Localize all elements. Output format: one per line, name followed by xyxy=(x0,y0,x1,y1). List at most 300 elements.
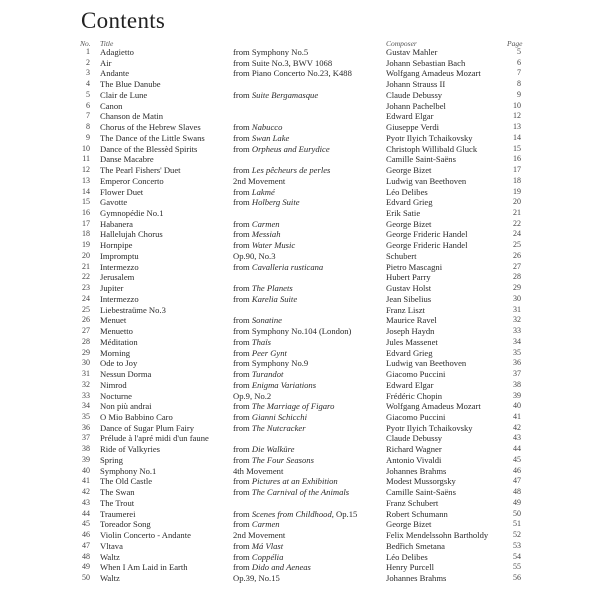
entry-title: Nessun Dorma xyxy=(100,369,152,380)
entry-page-number: 33 xyxy=(513,326,521,336)
entry-number: 27 xyxy=(82,326,90,336)
entry-source-prefix: from xyxy=(233,261,252,272)
entry-composer: Gustav Holst xyxy=(386,283,432,294)
list-item xyxy=(0,530,600,541)
entry-page-number: 9 xyxy=(517,89,521,99)
list-item xyxy=(0,541,600,552)
entry-title: Symphony No.1 xyxy=(100,465,157,476)
entry-composer: Edvard Grieg xyxy=(386,347,433,358)
entry-title: Andante xyxy=(100,68,130,79)
entry-composer: Maurice Ravel xyxy=(386,315,437,326)
entry-number: 23 xyxy=(82,283,90,293)
list-item xyxy=(0,358,600,369)
entry-source-prefix: 2nd Movement xyxy=(233,175,286,186)
entry-source xyxy=(233,294,297,305)
entry-source xyxy=(233,552,283,563)
entry-composer: Frédéric Chopin xyxy=(386,390,443,401)
entry-composer: Antonio Vivaldi xyxy=(386,454,442,465)
entry-composer: Edward Elgar xyxy=(386,111,434,122)
list-item xyxy=(0,348,600,359)
entry-title: The Blue Danube xyxy=(100,79,161,90)
entry-number: 39 xyxy=(82,454,90,464)
list-item xyxy=(0,380,600,391)
entry-composer: Léo Delibes xyxy=(386,551,428,562)
entry-title: O Mio Babbino Caro xyxy=(100,411,173,422)
entry-source-prefix: from Suite No.3, BWV 1068 xyxy=(233,57,333,68)
entry-page-number: 43 xyxy=(513,433,521,443)
entry-source xyxy=(233,358,308,369)
list-item xyxy=(0,101,600,112)
entry-source xyxy=(233,541,283,552)
entry-source-prefix: from xyxy=(233,347,252,358)
entry-source-prefix: from xyxy=(233,197,252,208)
entry-page-number: 53 xyxy=(513,540,521,550)
list-item xyxy=(0,165,600,176)
entry-title: The Dance of the Little Swans xyxy=(100,132,205,143)
entry-composer: Camille Saint-Saëns xyxy=(386,487,456,498)
entry-page-number: 12 xyxy=(513,111,521,121)
entry-source-work: The Four Seasons xyxy=(251,454,314,465)
entry-number: 1 xyxy=(86,47,90,56)
entry-source-work: Carmen xyxy=(251,519,280,530)
entry-page-number: 48 xyxy=(513,487,521,497)
entry-composer: Giacomo Puccini xyxy=(386,411,446,422)
entry-source-prefix: from xyxy=(233,401,252,412)
entry-composer: Wolfgang Amadeus Mozart xyxy=(386,68,481,79)
entry-source-work: Thaïs xyxy=(251,336,271,347)
entry-source-prefix: from xyxy=(233,240,252,251)
entry-number: 26 xyxy=(82,315,90,325)
entry-source xyxy=(233,455,314,466)
entry-source-work: Turandot xyxy=(251,369,284,380)
page-title: Contents xyxy=(81,8,166,33)
entry-page-number: 54 xyxy=(513,551,521,561)
entry-source xyxy=(233,562,311,573)
entry-page-number: 13 xyxy=(513,122,521,132)
list-item xyxy=(0,498,600,509)
list-item xyxy=(0,466,600,477)
entry-number: 10 xyxy=(82,143,90,153)
entry-source-prefix: from xyxy=(233,229,252,240)
entry-page-number: 7 xyxy=(517,68,521,78)
entry-source-prefix: from xyxy=(233,519,252,530)
entry-source-work: Gianni Schicchi xyxy=(251,411,307,422)
entry-source-work: The Marriage of Figaro xyxy=(251,401,335,412)
entry-page-number: 40 xyxy=(513,401,521,411)
entry-source-work: The Planets xyxy=(251,283,293,294)
entry-source xyxy=(233,337,271,348)
list-item xyxy=(0,197,600,208)
entry-source-prefix: from xyxy=(233,444,252,455)
list-item xyxy=(0,58,600,69)
entry-source-prefix: 4th Movement xyxy=(233,465,284,476)
column-header-composer: Composer xyxy=(386,39,417,48)
entry-page-number: 22 xyxy=(513,218,521,228)
entry-source xyxy=(233,283,293,294)
entry-number: 37 xyxy=(82,433,90,443)
entry-source-prefix: 2nd Movement xyxy=(233,530,286,541)
entry-page-number: 49 xyxy=(513,497,521,507)
entry-number: 40 xyxy=(82,465,90,475)
entry-page-number: 34 xyxy=(513,336,521,346)
entry-composer: Pyotr Ilyich Tchaikovsky xyxy=(386,422,473,433)
entry-source-work: Peer Gynt xyxy=(251,347,287,358)
entry-source-work: Messiah xyxy=(251,229,281,240)
entry-title: Impromptu xyxy=(100,250,139,261)
list-item xyxy=(0,122,600,133)
entry-composer: Edvard Grieg xyxy=(386,197,433,208)
entry-number: 35 xyxy=(82,411,90,421)
entry-source xyxy=(233,133,289,144)
entry-composer: Giacomo Puccini xyxy=(386,369,446,380)
entry-source-prefix: from Piano Concerto No.23, K488 xyxy=(233,68,352,79)
entry-page-number: 24 xyxy=(513,229,521,239)
entry-source-work: Cavalleria rusticana xyxy=(251,261,324,272)
entry-number: 3 xyxy=(86,68,90,78)
entry-source-prefix: from xyxy=(233,165,252,176)
entry-number: 18 xyxy=(82,229,90,239)
entry-number: 49 xyxy=(82,562,90,572)
list-item xyxy=(0,519,600,530)
entry-composer: George Bizet xyxy=(386,165,432,176)
entry-composer: Jean Sibelius xyxy=(386,293,432,304)
entry-number: 4 xyxy=(86,79,90,89)
list-item xyxy=(0,509,600,520)
entry-number: 38 xyxy=(82,444,90,454)
column-header-no: No. xyxy=(80,39,91,48)
entry-source xyxy=(233,165,330,176)
entry-title: Gavotte xyxy=(100,197,128,208)
entry-source xyxy=(233,530,285,541)
entry-title: The Swan xyxy=(100,487,135,498)
entry-title: Danse Macabre xyxy=(100,154,154,165)
list-item xyxy=(0,133,600,144)
entry-composer: Pyotr Ilyich Tchaikovsky xyxy=(386,132,473,143)
entry-page-number: 5 xyxy=(517,47,521,56)
entry-source-prefix: from xyxy=(233,540,252,551)
entry-title: Menuet xyxy=(100,315,127,326)
entry-source xyxy=(233,326,351,337)
entry-title: Méditation xyxy=(100,336,138,347)
entry-source-prefix: from xyxy=(233,89,252,100)
entry-number: 34 xyxy=(82,401,90,411)
entry-number: 20 xyxy=(82,250,90,260)
list-item xyxy=(0,111,600,122)
entry-title: Chorus of the Hebrew Slaves xyxy=(100,122,201,133)
entry-source xyxy=(233,240,295,251)
entry-source xyxy=(233,519,280,530)
entry-source-prefix: Op.39, No.15 xyxy=(233,572,280,583)
entry-page-number: 36 xyxy=(513,358,521,368)
entry-composer: Gustav Mahler xyxy=(386,47,438,57)
entry-source xyxy=(233,315,282,326)
entry-source xyxy=(233,412,307,423)
entry-title: Spring xyxy=(100,454,123,465)
entry-composer: Johann Pachelbel xyxy=(386,100,446,111)
entry-composer: George Frideric Handel xyxy=(386,229,468,240)
entry-source-work: Scenes from Childhood xyxy=(251,508,332,519)
entry-source xyxy=(233,90,318,101)
entry-source-prefix: from xyxy=(233,476,252,487)
entry-title: The Trout xyxy=(100,497,135,508)
list-item xyxy=(0,90,600,101)
entry-source-work: The Nutcracker xyxy=(251,422,306,433)
entry-title: Intermezzo xyxy=(100,293,139,304)
entry-source-prefix: from xyxy=(233,293,252,304)
entry-page-number: 37 xyxy=(513,369,521,379)
entry-title: Vltava xyxy=(100,540,123,551)
entry-number: 45 xyxy=(82,519,90,529)
entry-title: Intermezzo xyxy=(100,261,139,272)
entry-composer: Ludwig van Beethoven xyxy=(386,358,467,369)
list-item xyxy=(0,476,600,487)
entry-source xyxy=(233,348,287,359)
entry-composer: Hubert Parry xyxy=(386,272,431,283)
entry-number: 46 xyxy=(82,530,90,540)
entry-composer: Modest Mussorgsky xyxy=(386,476,456,487)
entry-number: 12 xyxy=(82,165,90,175)
entry-source xyxy=(233,369,283,380)
entry-page-number: 38 xyxy=(513,379,521,389)
list-item xyxy=(0,391,600,402)
entry-page-number: 6 xyxy=(517,57,521,67)
entry-title: Hornpipe xyxy=(100,240,133,251)
entry-source-work: Enigma Variations xyxy=(251,379,317,390)
entry-source-work: Karelia Suite xyxy=(251,293,298,304)
entry-source-prefix: from xyxy=(233,143,252,154)
entry-source-prefix: from Symphony No.9 xyxy=(233,358,309,369)
entry-composer: Claude Debussy xyxy=(386,89,443,100)
entry-title: Nimrod xyxy=(100,379,127,390)
list-item xyxy=(0,219,600,230)
entry-page-number: 56 xyxy=(513,572,521,582)
entry-number: 2 xyxy=(86,57,90,67)
entry-page-number: 44 xyxy=(513,444,521,454)
entry-source-work: Sonatine xyxy=(251,315,282,326)
entry-number: 43 xyxy=(82,497,90,507)
entry-page-number: 55 xyxy=(513,562,521,572)
entry-source xyxy=(233,380,316,391)
entry-source xyxy=(233,401,334,412)
entry-composer: Franz Liszt xyxy=(386,304,425,315)
entry-page-number: 35 xyxy=(513,347,521,357)
entry-page-number: 26 xyxy=(513,250,521,260)
entry-title: Flower Duet xyxy=(100,186,144,197)
entry-title: Morning xyxy=(100,347,131,358)
entry-page-number: 30 xyxy=(513,293,521,303)
entry-page-number: 8 xyxy=(517,79,521,89)
entry-source xyxy=(233,423,306,434)
entry-title: Prélude à l'apré midi d'un faune xyxy=(100,433,209,444)
list-item xyxy=(0,144,600,155)
entry-title: Jerusalem xyxy=(100,272,135,283)
list-item xyxy=(0,401,600,412)
list-item xyxy=(0,305,600,316)
entry-page-number: 15 xyxy=(513,143,521,153)
entry-composer: Léo Delibes xyxy=(386,186,428,197)
entry-composer: Wolfgang Amadeus Mozart xyxy=(386,401,481,412)
entry-title: Toreador Song xyxy=(100,519,151,530)
entry-source-prefix: from xyxy=(233,283,252,294)
entry-number: 21 xyxy=(82,261,90,271)
entry-number: 17 xyxy=(82,218,90,228)
entry-title: Gymnopédie No.1 xyxy=(100,208,164,219)
entry-title: Waltz xyxy=(100,551,120,562)
entry-page-number: 25 xyxy=(513,240,521,250)
entry-number: 50 xyxy=(82,572,90,582)
entry-composer: George Bizet xyxy=(386,519,432,530)
entry-title: Dance of the Blessèd Spirits xyxy=(100,143,198,154)
entry-source-work: Orpheus and Eurydice xyxy=(251,143,330,154)
list-item xyxy=(0,444,600,455)
entry-number: 41 xyxy=(82,476,90,486)
entry-source-prefix: Op.9, No.2 xyxy=(233,390,272,401)
entry-number: 25 xyxy=(82,304,90,314)
entry-source-work: Les pêcheurs de perles xyxy=(251,165,331,176)
entry-number: 5 xyxy=(86,89,90,99)
entry-source-prefix: from xyxy=(233,551,252,562)
list-item xyxy=(0,283,600,294)
entry-source xyxy=(233,68,352,79)
entry-title: Chanson de Matin xyxy=(100,111,164,122)
entry-source-prefix: from xyxy=(233,369,252,380)
entry-title: Non più andrai xyxy=(100,401,152,412)
list-item xyxy=(0,412,600,423)
entry-page-number: 47 xyxy=(513,476,521,486)
entry-source xyxy=(233,219,280,230)
entry-title: The Old Castle xyxy=(100,476,153,487)
list-item xyxy=(0,154,600,165)
column-header-page: Page xyxy=(507,39,523,48)
entry-composer: Johann Strauss II xyxy=(386,79,446,90)
list-item xyxy=(0,315,600,326)
entry-source-prefix: from xyxy=(233,336,252,347)
entry-page-number: 45 xyxy=(513,454,521,464)
entry-number: 8 xyxy=(86,122,90,132)
entry-composer: Johannes Brahms xyxy=(386,465,447,476)
entry-composer: Johann Sebastian Bach xyxy=(386,57,466,68)
entry-source-prefix: from xyxy=(233,508,252,519)
entry-source-work: Die Walküre xyxy=(251,444,295,455)
entry-page-number: 41 xyxy=(513,411,521,421)
entry-page-number: 19 xyxy=(513,186,521,196)
list-item xyxy=(0,455,600,466)
entry-source-suffix: , Op.15 xyxy=(331,508,358,519)
entry-source-work: Coppélia xyxy=(251,551,284,562)
entry-page-number: 14 xyxy=(513,132,521,142)
entry-source-prefix: from Symphony No.5 xyxy=(233,47,309,57)
entry-page-number: 20 xyxy=(513,197,521,207)
entry-title: The Pearl Fishers' Duet xyxy=(100,165,181,176)
entry-title: Hallelujah Chorus xyxy=(100,229,163,240)
entry-number: 24 xyxy=(82,293,90,303)
entry-source xyxy=(233,197,300,208)
entry-composer: Claude Debussy xyxy=(386,433,443,444)
entry-source xyxy=(233,573,280,584)
entry-source xyxy=(233,262,323,273)
entry-number: 13 xyxy=(82,175,90,185)
list-item xyxy=(0,552,600,563)
entry-page-number: 39 xyxy=(513,390,521,400)
entry-source xyxy=(233,391,271,402)
entry-page-number: 17 xyxy=(513,165,521,175)
entry-composer: Bedřich Smetana xyxy=(386,540,445,551)
entry-title: Canon xyxy=(100,100,123,111)
list-item xyxy=(0,423,600,434)
list-item xyxy=(0,294,600,305)
entry-source-work: Water Music xyxy=(251,240,296,251)
entry-source-work: Carmen xyxy=(251,218,280,229)
entry-source-prefix: from xyxy=(233,487,252,498)
entry-source xyxy=(233,251,276,262)
entry-source-prefix: from xyxy=(233,411,252,422)
entry-source-work: Lakmé xyxy=(251,186,275,197)
entry-composer: Felix Mendelssohn Bartholdy xyxy=(386,530,489,541)
entry-number: 14 xyxy=(82,186,90,196)
entry-source-work: Holberg Suite xyxy=(251,197,300,208)
entry-source xyxy=(233,58,332,69)
entry-page-number: 21 xyxy=(513,208,521,218)
entry-composer: Richard Wagner xyxy=(386,444,442,455)
entry-page-number: 10 xyxy=(513,100,521,110)
entry-source-work: Dido and Aeneas xyxy=(251,562,311,573)
list-item xyxy=(0,68,600,79)
entry-composer: Edward Elgar xyxy=(386,379,434,390)
entry-title: Jupiter xyxy=(100,283,124,294)
entry-page-number: 52 xyxy=(513,530,521,540)
list-item xyxy=(0,562,600,573)
entry-title: Clair de Lune xyxy=(100,89,148,100)
list-item xyxy=(0,326,600,337)
entry-composer: Giuseppe Verdi xyxy=(386,122,440,133)
entry-composer: Schubert xyxy=(386,250,417,261)
entry-composer: Christoph Willibald Gluck xyxy=(386,143,478,154)
column-header-title: Title xyxy=(100,39,114,48)
entry-title: Dance of Sugar Plum Fairy xyxy=(100,422,195,433)
entry-page-number: 51 xyxy=(513,519,521,529)
entry-source xyxy=(233,466,283,477)
list-item xyxy=(0,240,600,251)
entry-number: 22 xyxy=(82,272,90,282)
entry-number: 31 xyxy=(82,369,90,379)
list-item xyxy=(0,229,600,240)
entry-composer: Robert Schumann xyxy=(386,508,448,519)
entry-number: 16 xyxy=(82,208,90,218)
entry-page-number: 18 xyxy=(513,175,521,185)
entry-source xyxy=(233,476,338,487)
entry-source xyxy=(233,47,308,58)
entry-number: 42 xyxy=(82,487,90,497)
entry-title: Waltz xyxy=(100,572,120,583)
entry-page-number: 31 xyxy=(513,304,521,314)
entry-source-prefix: from xyxy=(233,186,252,197)
entry-source xyxy=(233,444,294,455)
list-item xyxy=(0,187,600,198)
entry-source-prefix: from xyxy=(233,562,252,573)
entry-page-number: 50 xyxy=(513,508,521,518)
entry-number: 29 xyxy=(82,347,90,357)
list-item xyxy=(0,251,600,262)
list-item xyxy=(0,369,600,380)
entry-source-work: Swan Lake xyxy=(251,132,290,143)
entry-source-work: Pictures at an Exhibition xyxy=(251,476,338,487)
entry-number: 44 xyxy=(82,508,90,518)
entry-source xyxy=(233,187,275,198)
entry-source-prefix: from xyxy=(233,315,252,326)
entry-title: Ride of Valkyries xyxy=(100,444,160,455)
entry-page-number: 27 xyxy=(513,261,521,271)
entry-title: Adagietto xyxy=(100,47,134,57)
